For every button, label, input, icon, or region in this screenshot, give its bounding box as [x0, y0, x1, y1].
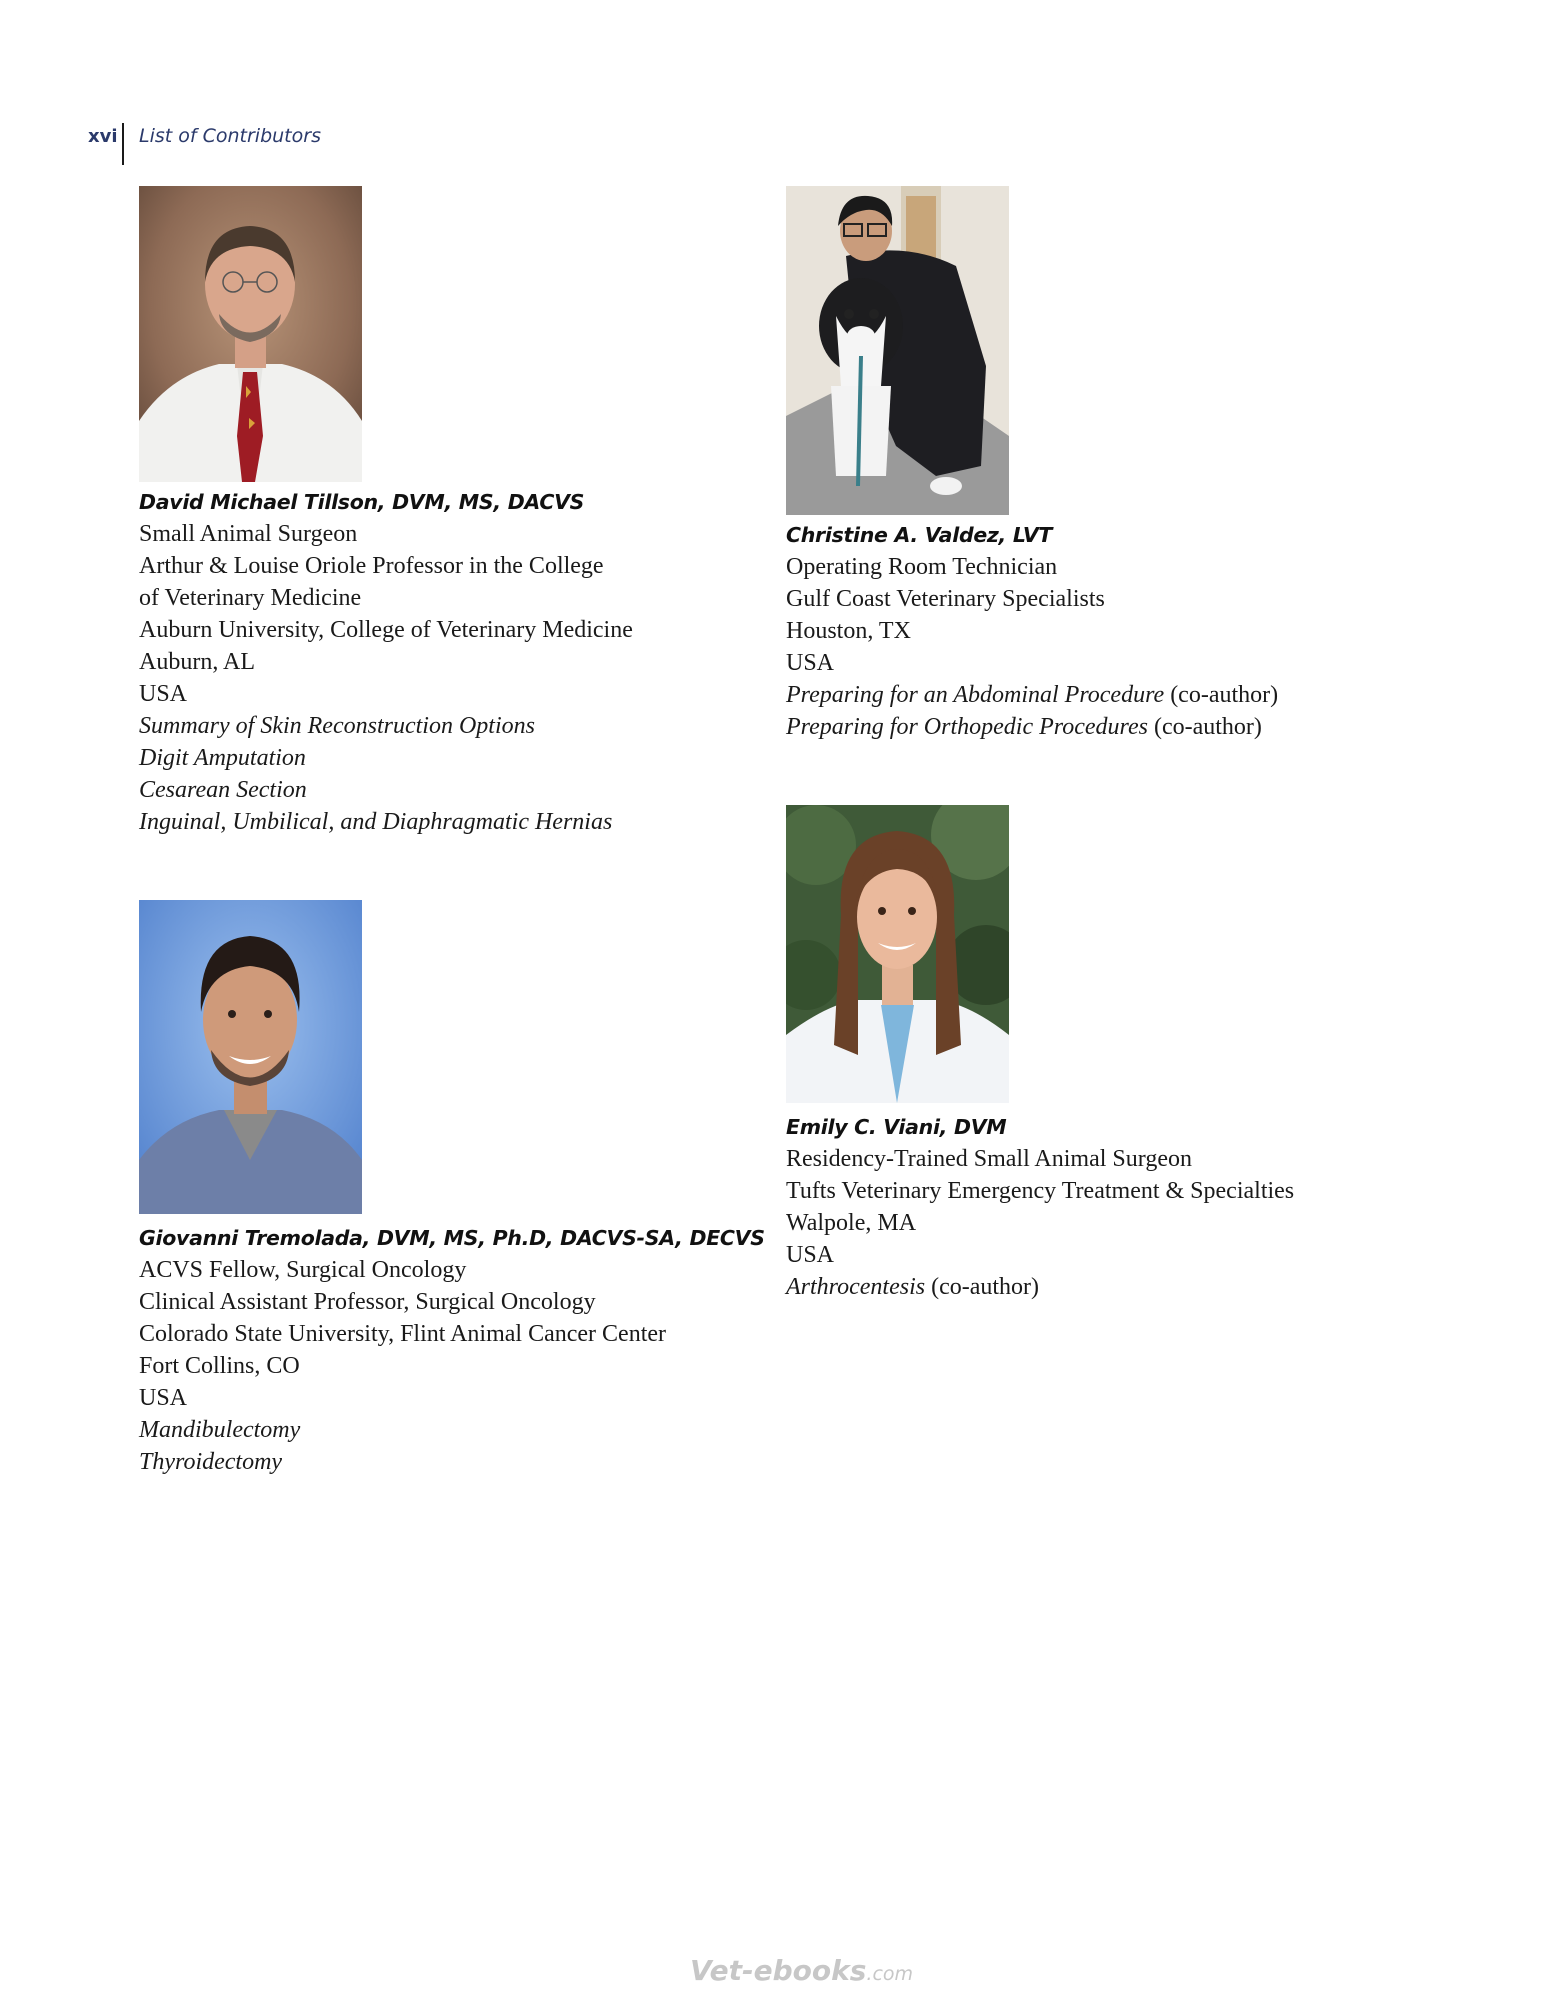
contributor-role: Small Animal Surgeon	[139, 521, 358, 547]
watermark-suffix: .com	[866, 1963, 914, 1985]
chapter-title: Summary of Skin Reconstruction Options	[139, 713, 535, 739]
contributor-country: USA	[139, 1385, 188, 1411]
contributor-city: Auburn, AL	[139, 649, 255, 675]
chapter-title: Thyroidectomy	[139, 1449, 283, 1475]
co-author-note: (co-author)	[1164, 682, 1279, 708]
contributor-country: USA	[786, 1242, 835, 1268]
contributor-role: Operating Room Technician	[786, 554, 1058, 580]
contributor-city: Houston, TX	[786, 618, 911, 644]
portrait-image	[786, 805, 1009, 1103]
contributor-affiliation: Arthur & Louise Oriole Professor in the College	[139, 553, 604, 579]
chapter-title: Inguinal, Umbilical, and Diaphragmatic Hernias	[139, 809, 613, 835]
header-divider	[122, 123, 124, 165]
contributor-name: Giovanni Tremolada, DVM, MS, Ph.D, DACVS-SA, DECVS	[139, 1226, 765, 1250]
contributor-photo	[139, 186, 362, 482]
chapter-title: Digit Amputation	[139, 745, 306, 771]
chapter-title: Cesarean Section	[139, 777, 307, 803]
contributor-city: Fort Collins, CO	[139, 1353, 300, 1379]
contributor-institution: Tufts Veterinary Emergency Treatment & Specialties	[786, 1178, 1295, 1204]
contributor-country: USA	[786, 650, 835, 676]
contributor-name: Emily C. Viani, DVM	[786, 1115, 1007, 1139]
contributor-name: Christine A. Valdez, LVT	[786, 523, 1053, 547]
contributor-entry	[139, 186, 633, 838]
contributor-affiliation: of Veterinary Medicine	[139, 585, 362, 611]
contributor-city: Walpole, MA	[786, 1210, 917, 1236]
contributor-institution: Auburn University, College of Veterinary Medicine	[139, 617, 633, 643]
portrait-image	[139, 186, 362, 482]
chapter-credit	[786, 711, 1278, 743]
contributor-role: Clinical Assistant Professor, Surgical Oncology	[139, 1289, 596, 1315]
contributor-name: David Michael Tillson, DVM, MS, DACVS	[139, 490, 585, 514]
contributor-institution: Gulf Coast Veterinary Specialists	[786, 586, 1105, 612]
contributor-role: ACVS Fellow, Surgical Oncology	[139, 1257, 467, 1283]
page-number: xvi	[88, 126, 118, 147]
portrait-image	[139, 900, 362, 1214]
contributor-photo	[786, 186, 1009, 515]
watermark-text: Vet-ebooks	[690, 1954, 867, 1987]
contributor-entry	[139, 900, 765, 1478]
contributor-country: USA	[139, 681, 188, 707]
contributor-photo	[786, 805, 1009, 1103]
portrait-image	[786, 186, 1009, 515]
watermark-logo	[690, 1954, 913, 1987]
chapter-title: Arthrocentesis	[786, 1274, 926, 1300]
co-author-note: (co-author)	[1147, 714, 1262, 740]
chapter-credit	[786, 679, 1278, 711]
chapter-credit	[786, 1271, 1294, 1303]
contributor-entry	[786, 186, 1278, 743]
chapter-title: Preparing for an Abdominal Procedure	[786, 682, 1165, 708]
contributor-photo	[139, 900, 362, 1214]
contributor-entry	[786, 805, 1294, 1303]
chapter-title: Mandibulectomy	[139, 1417, 301, 1443]
contributor-institution: Colorado State University, Flint Animal Cancer Center	[139, 1321, 667, 1347]
contributor-role: Residency-Trained Small Animal Surgeon	[786, 1146, 1192, 1172]
running-title: List of Contributors	[139, 125, 321, 147]
co-author-note: (co-author)	[925, 1274, 1040, 1300]
chapter-title: Preparing for Orthopedic Procedures	[786, 714, 1148, 740]
